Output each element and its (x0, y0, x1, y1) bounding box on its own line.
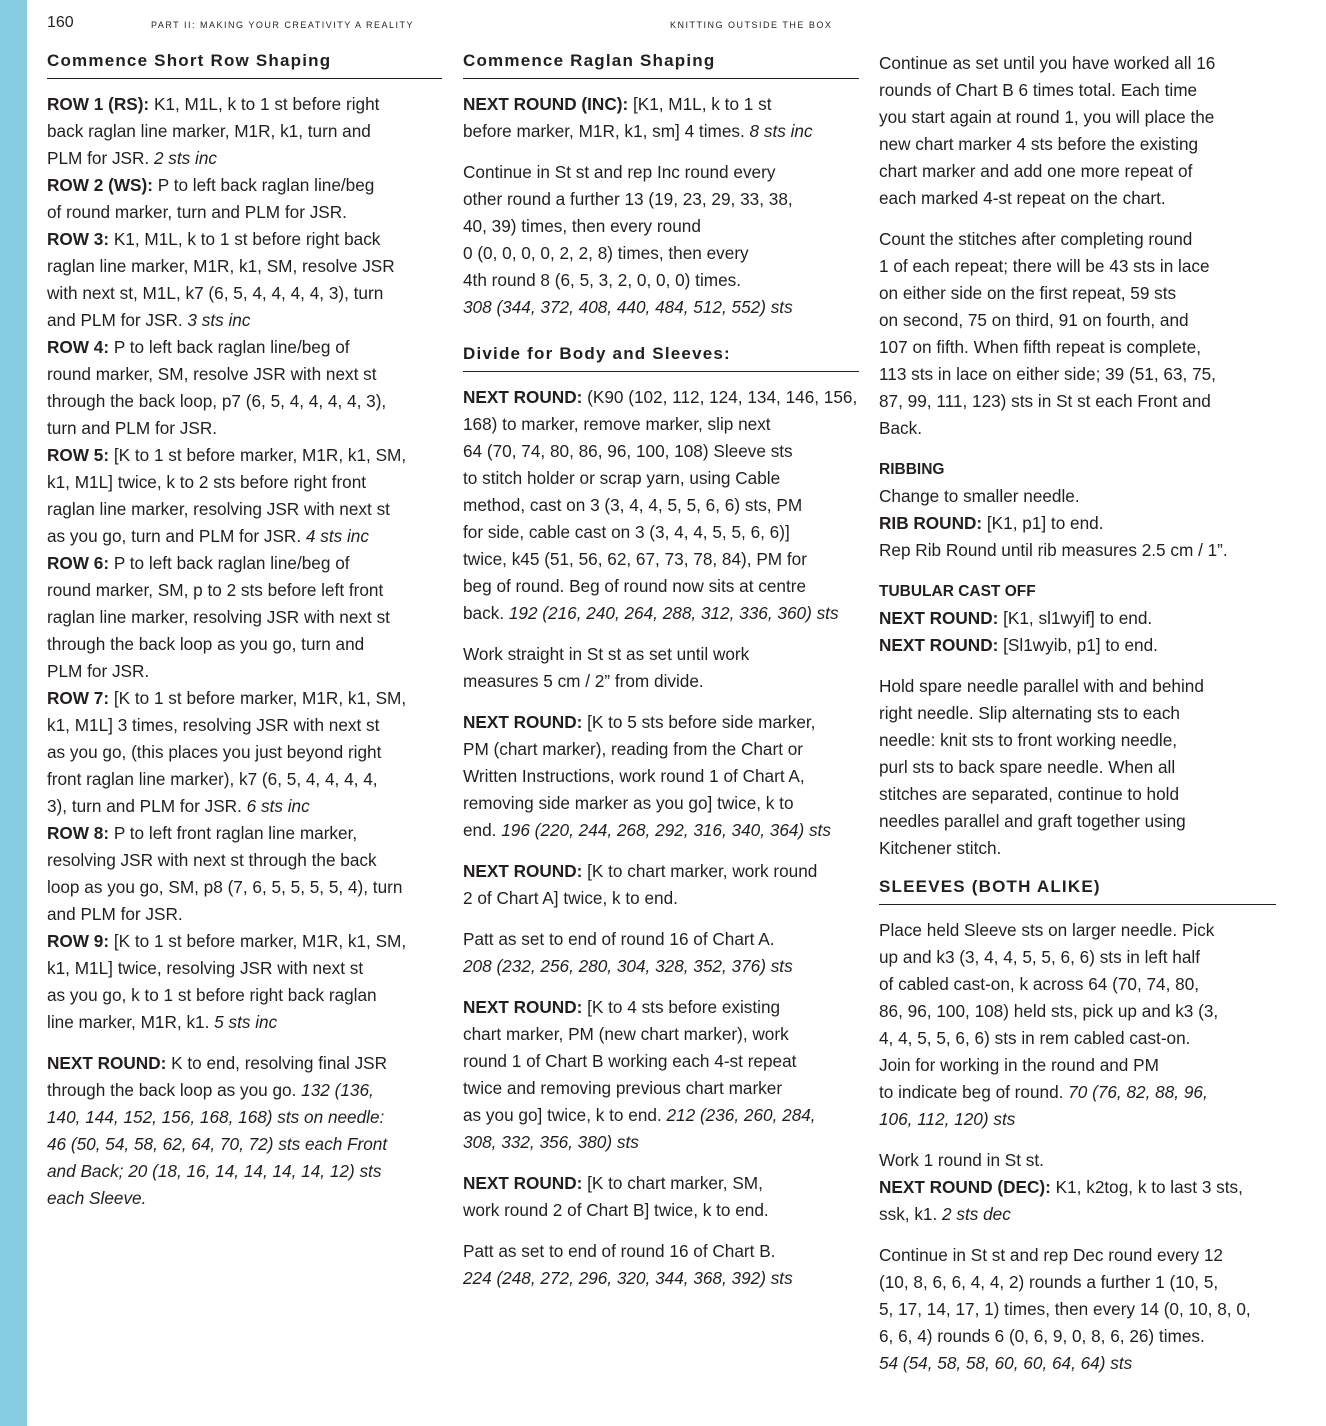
row-4: ROW 4: P to left back raglan line/beg of round marker, SM, resolve JSR with next st through the back loop, p7 (6, 5, 4, 4, 4, 4, 3), turn and PLM for JSR. (47, 337, 387, 438)
page-number: 160 (47, 14, 74, 31)
row-7: ROW 7: [K to 1 st before marker, M1R, k1, SM, k1, M1L] 3 times, resolving JSR with next st as you go, (this places you just beyond right front raglan line marker), k7 (6, 5, 4, 4, 4, 4, 3), turn and PLM for JSR. 6 sts inc (47, 688, 407, 816)
running-head-right: KNITTING OUTSIDE THE BOX (670, 20, 833, 30)
row-6: ROW 6: P to left back raglan line/beg of round marker, SM, p to 2 sts before left front raglan line marker, resolving JSR with next st through the back loop as you go, turn and PLM for JSR. (47, 553, 390, 681)
section-heading-sleeves: SLEEVES (BOTH ALIKE) (879, 876, 1276, 905)
sleeve-dec-round: Work 1 round in St st. NEXT ROUND (DEC): K1, k2tog, k to last 3 sts, ssk, k1. 2 sts dec (879, 1150, 1243, 1224)
running-head-left: PART II: MAKING YOUR CREATIVITY A REALITY (151, 20, 415, 30)
raglan-continue: Continue in St st and rep Inc round every other round a further 13 (19, 23, 29, 33, 38, 40, 39) times, then every round 0 (0, 0, 0, 0, 2, 2, 8) times, then every 4th round 8 (6, 5, 3, 2, 0, 0, 0) times. 308 (344, 372, 408, 440, 484, 512, 552) sts (463, 162, 793, 317)
work-straight: Work straight in St st as set until work measures 5 cm / 2” from divide. (463, 644, 750, 691)
cast-off-heading: TUBULAR CAST OFF (879, 583, 1036, 600)
row-5: ROW 5: [K to 1 st before marker, M1R, k1, SM, k1, M1L] twice, k to 2 sts before right front raglan line marker, resolving JSR with next st as you go, turn and PLM for JSR. 4 sts inc (47, 445, 407, 546)
column-2 (463, 50, 859, 1306)
accent-stripe (0, 0, 27, 1426)
column-1 (47, 50, 442, 1226)
column-3 (879, 50, 1276, 1391)
row-3: ROW 3: K1, M1L, k to 1 st before right back raglan line marker, M1R, k1, SM, resolve JSR with next st, M1L, k7 (6, 5, 4, 4, 4, 4, 3), turn and PLM for JSR. 3 sts inc (47, 229, 395, 330)
ribbing: RIBBING Change to smaller needle. RIB ROUND: [K1, p1] to end. Rep Rib Round until rib measures 2.5 cm / 1”. (879, 456, 1276, 564)
section-heading-short-row: Commence Short Row Shaping (47, 50, 442, 79)
chart-b-continue: Continue as set until you have worked all 16 rounds of Chart B 6 times total. Each time you start again at round 1, you will place the new chart marker 4 sts before the existing chart marker and add one more repeat of each marked 4-st repeat on the chart. (879, 53, 1216, 208)
chart-a-round-1: NEXT ROUND: [K to 5 sts before side marker, PM (chart marker), reading from the Chart or Written Instructions, work round 1 of Chart A, removing side marker as you go] twice, k to end. 196 (220, 244, 268, 292, 316, 340, 364) sts (463, 712, 831, 840)
sleeve-continue: Continue in St st and rep Dec round every 12 (10, 8, 6, 6, 4, 4, 2) rounds a further 1 (10, 5, 5, 17, 14, 17, 1) times, then every 14 (0, 10, 8, 0, 6, 6, 4) rounds 6 (0, 6, 9, 0, 8, 6, 26) times. 54 (54, 58, 58, 60, 60, 64, 64) sts (879, 1245, 1251, 1373)
next-round-final: NEXT ROUND: K to end, resolving final JSR through the back loop as you go. 132 (136, 140, 144, 152, 156, 168, 168) sts on needle: 46 (50, 54, 58, 62, 64, 70, 72) sts each Front and Back; 20 (18, 16, 14, 14, 14, 14, 12) sts each Sleeve. (47, 1053, 388, 1208)
row-1: ROW 1 (RS): K1, M1L, k to 1 st before right back raglan line marker, M1R, k1, turn and PLM for JSR. 2 sts inc (47, 94, 380, 168)
chart-b-round-1: NEXT ROUND: [K to 4 sts before existing chart marker, PM (new chart marker), work round 1 of Chart B working each 4-st repeat twice and removing previous chart marker as you go] twice, k to end. 212 (236, 260, 284, 308, 332, 356, 380) sts (463, 997, 816, 1152)
section-heading-raglan: Commence Raglan Shaping (463, 50, 859, 79)
stitch-count: Count the stitches after completing round 1 of each repeat; there will be 43 sts in lace on either side on the first repeat, 59 sts on second, 75 on third, 91 on fourth, and 107 on fifth. When fifth repeat is complete, 113 sts in lace on either side; 39 (51, 63, 75, 87, 99, 111, 123) sts in St st each Front and Back. (879, 229, 1216, 438)
section-heading-divide: Divide for Body and Sleeves: (463, 343, 859, 372)
ribbing-heading: RIBBING (879, 461, 945, 478)
chart-b-round-2: NEXT ROUND: [K to chart marker, SM, work round 2 of Chart B] twice, k to end. (463, 1173, 769, 1220)
sleeve-pickup: Place held Sleeve sts on larger needle. Pick up and k3 (3, 4, 4, 5, 5, 6, 6) sts in left half of cabled cast-on, k across 64 (70, 74, 80, 86, 96, 100, 108) held sts, pick up and k3 (3, 4, 4, 5, 5, 6, 6) sts in rem cabled cast-on. Join for working in the round and PM to indicate beg of round. 70 (76, 82, 88, 96, 106, 112, 120) sts (879, 920, 1219, 1129)
chart-a-round-2: NEXT ROUND: [K to chart marker, work round 2 of Chart A] twice, k to end. (463, 861, 818, 908)
kitchener-graft: Hold spare needle parallel with and behind right needle. Slip alternating sts to each needle: knit sts to front working needle, purl sts to back spare needle. When all stitches are separated, continue to hold needles parallel and graft together using Kitchener stitch. (879, 676, 1204, 858)
row-2: ROW 2 (WS): P to left back raglan line/beg of round marker, turn and PLM for JSR. (47, 175, 375, 222)
chart-b-end: Patt as set to end of round 16 of Chart B. 224 (248, 272, 296, 320, 344, 368, 392) sts (463, 1241, 793, 1288)
row-9: ROW 9: [K to 1 st before marker, M1R, k1, SM, k1, M1L] twice, resolving JSR with next st as you go, k to 1 st before right back raglan line marker, M1R, k1. 5 sts inc (47, 931, 407, 1032)
chart-a-end: Patt as set to end of round 16 of Chart A. 208 (232, 256, 280, 304, 328, 352, 376) sts (463, 929, 793, 976)
raglan-inc-round: NEXT ROUND (INC): [K1, M1L, k to 1 st before marker, M1R, k1, sm] 4 times. 8 sts inc (463, 94, 813, 141)
divide-round: NEXT ROUND: (K90 (102, 112, 124, 134, 146, 156, 168) to marker, remove marker, slip next 64 (70, 74, 80, 86, 96, 100, 108) Sleeve sts to stitch holder or scrap yarn, using Cable method, cast on 3 (3, 4, 4, 5, 5, 6, 6) sts, PM for side, cable cast on 3 (3, 4, 4, 5, 5, 6, 6)] twice, k45 (51, 56, 62, 67, 73, 78, 84), PM for beg of round. Beg of round now sits at centre back. 192 (216, 240, 264, 288, 312, 336, 360) sts (463, 387, 858, 623)
tubular-cast-off: TUBULAR CAST OFF NEXT ROUND: [K1, sl1wyif] to end. NEXT ROUND: [Sl1wyib, p1] to end. (879, 578, 1276, 659)
row-8: ROW 8: P to left front raglan line marker, resolving JSR with next st through the back loop as you go, SM, p8 (7, 6, 5, 5, 5, 5, 4), turn and PLM for JSR. (47, 823, 403, 924)
